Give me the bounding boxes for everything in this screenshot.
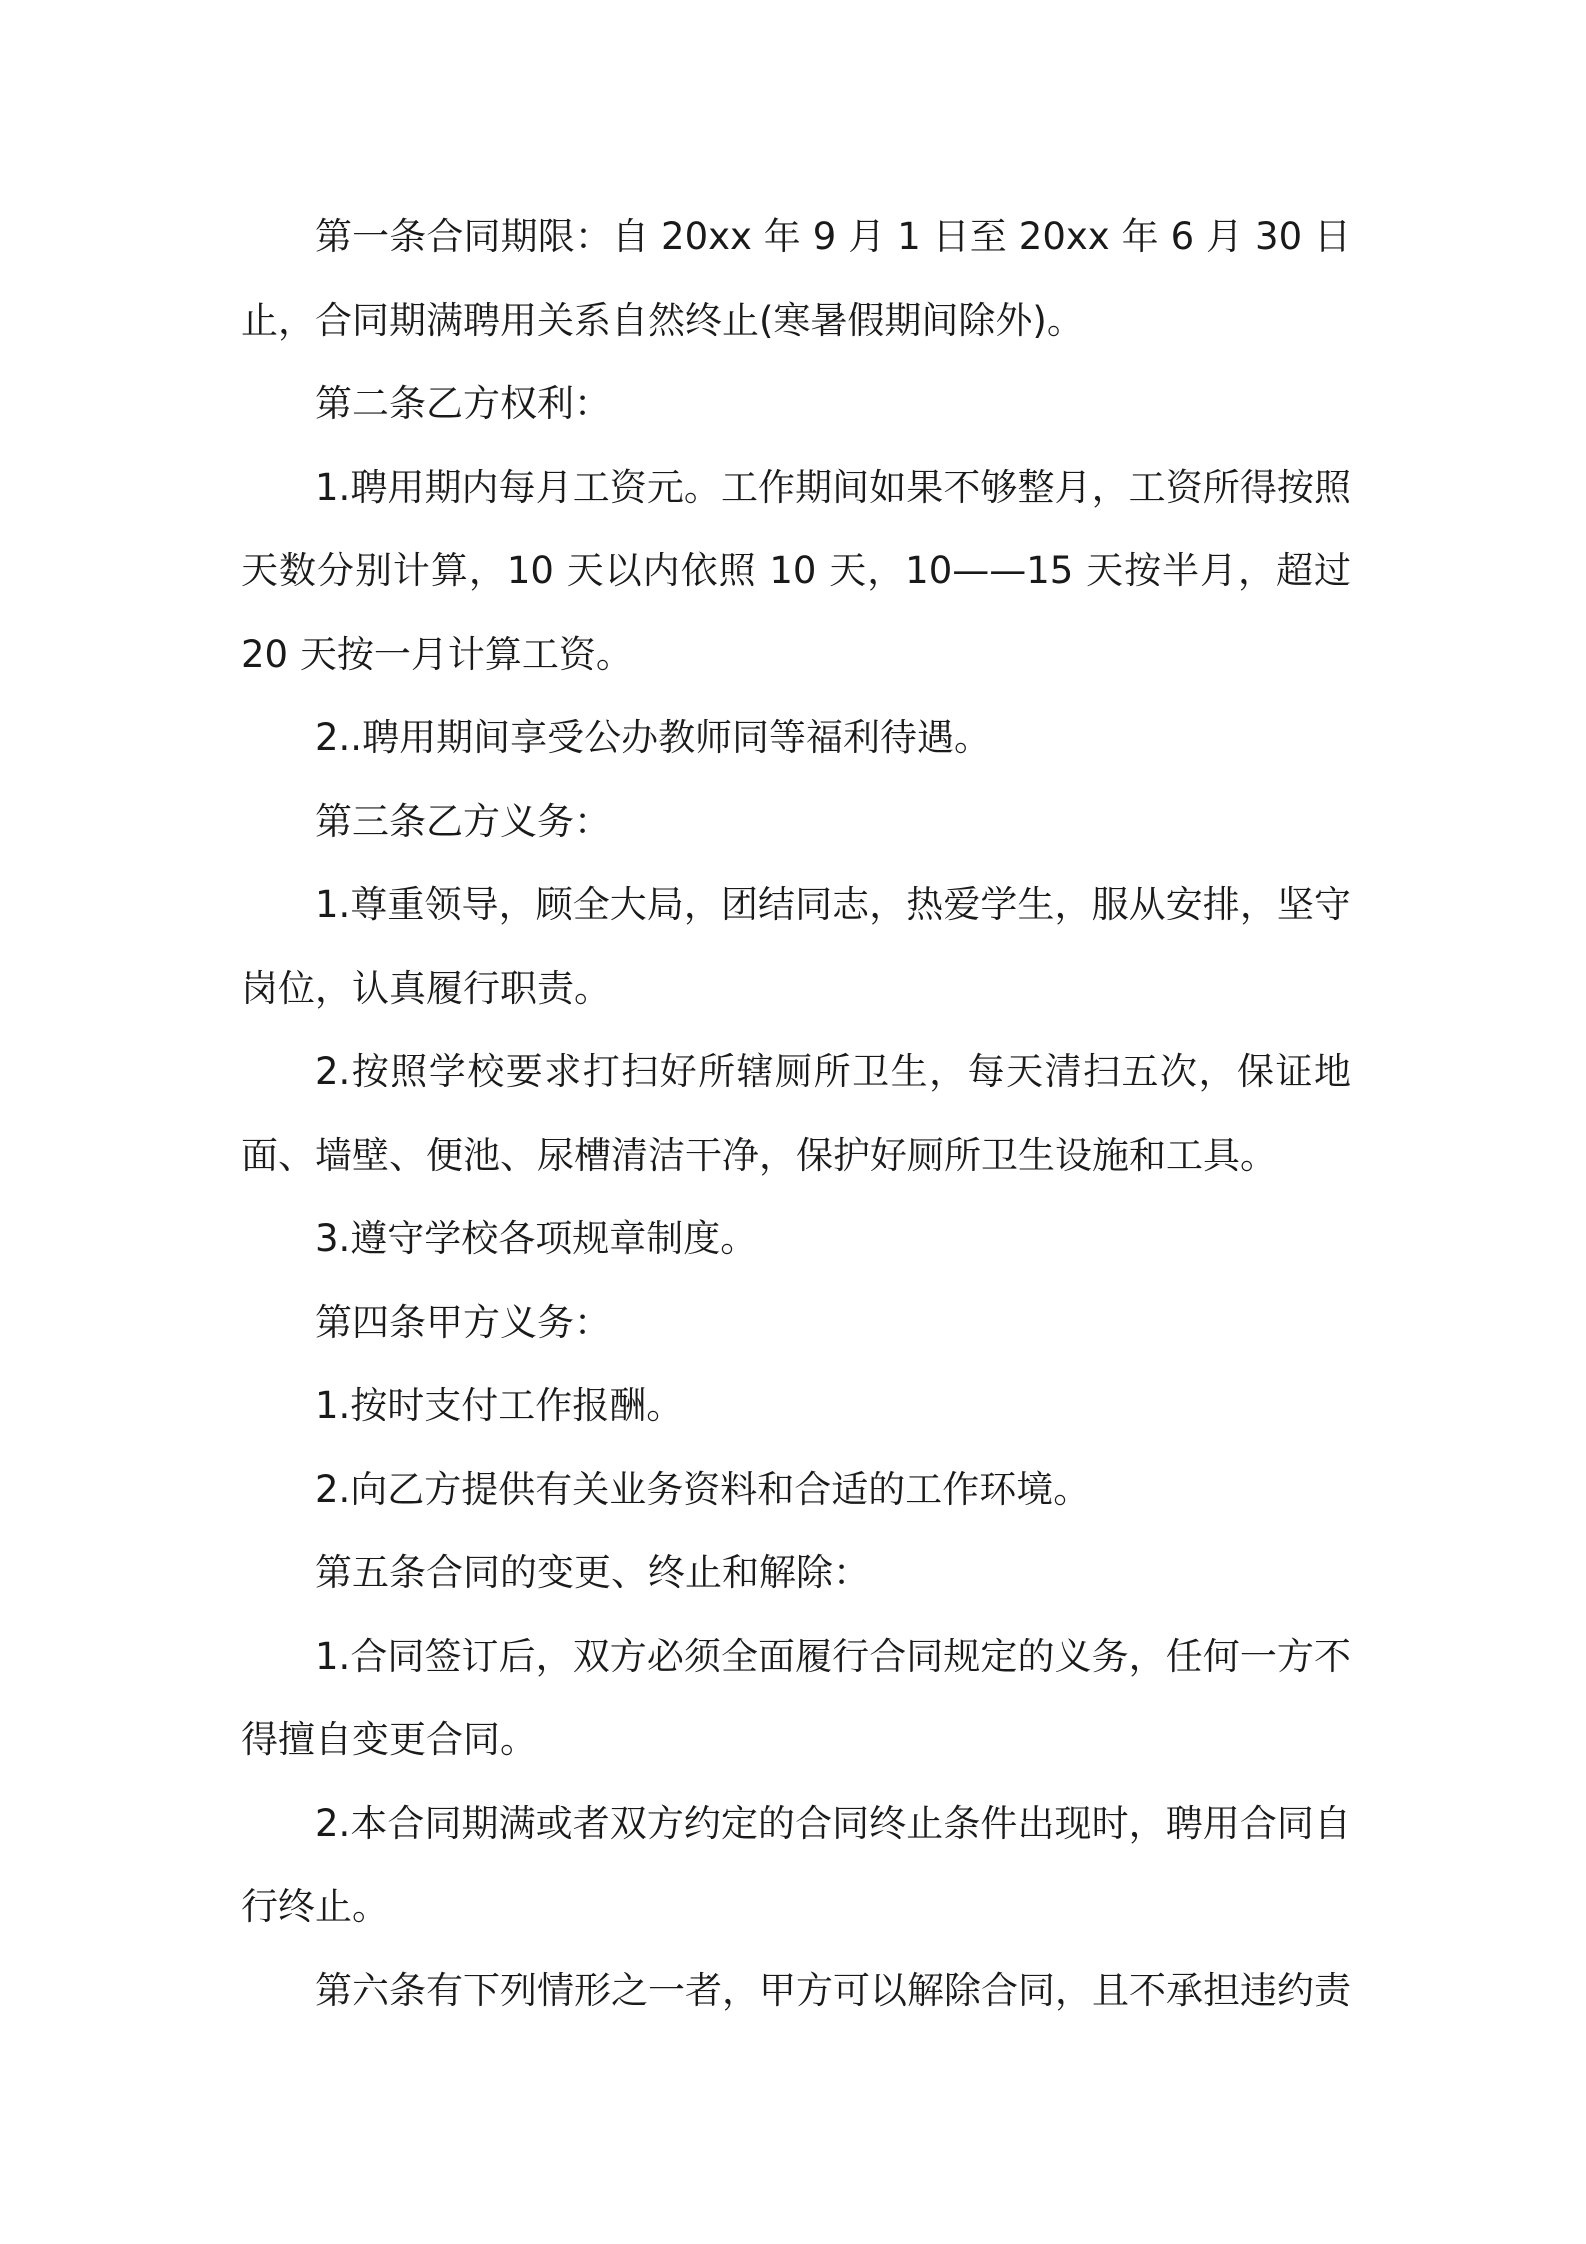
clause-6-heading: 第六条有下列情形之一者，甲方可以解除合同，且不承担违约责	[315, 1968, 1351, 2012]
clause-5-heading: 第五条合同的变更、终止和解除：	[315, 1551, 870, 1594]
clause-3-item-3: 3.遵守学校各项规章制度。	[315, 1217, 758, 1260]
clause-3-item-2: 2.按照学校要求打扫好所辖厕所卫生，每天清扫五次，保证地面、墙壁、便池、尿槽清洁干净，保护好厕所卫生设施和工具。	[241, 1050, 1351, 1177]
clause-5-item-2: 2.本合同期满或者双方约定的合同终止条件出现时，聘用合同自行终止。	[241, 1801, 1351, 1928]
clause-2-item-1: 1.聘用期内每月工资元。工作期间如果不够整月，工资所得按照天数分别计算，10 天以内依照 10 天，10——15 天按半月，超过 20 天按一月计算工资。	[241, 465, 1351, 676]
clause-4-item-1: 1.按时支付工作报酬。	[315, 1384, 684, 1427]
clause-3-heading: 第三条乙方义务：	[315, 799, 611, 843]
clause-3-item-1: 1.尊重领导，顾全大局，团结同志，热爱学生，服从安排，坚守岗位，认真履行职责。	[241, 883, 1351, 1010]
document-page	[241, 195, 1351, 2032]
clause-1-term: 第一条合同期限：自 20xx 年 9 月 1 日至 20xx 年 6 月 30 日止，合同期满聘用关系自然终止(寒暑假期间除外)。	[241, 215, 1351, 342]
clause-4-item-2: 2.向乙方提供有关业务资料和合适的工作环境。	[315, 1467, 1091, 1511]
clause-2-item-2: 2..聘用期间享受公办教师同等福利待遇。	[315, 716, 992, 759]
clause-2-heading: 第二条乙方权利：	[315, 382, 611, 425]
clause-4-heading: 第四条甲方义务：	[315, 1300, 611, 1344]
clause-5-item-1: 1.合同签订后，双方必须全面履行合同规定的义务，任何一方不得擅自变更合同。	[241, 1634, 1351, 1761]
